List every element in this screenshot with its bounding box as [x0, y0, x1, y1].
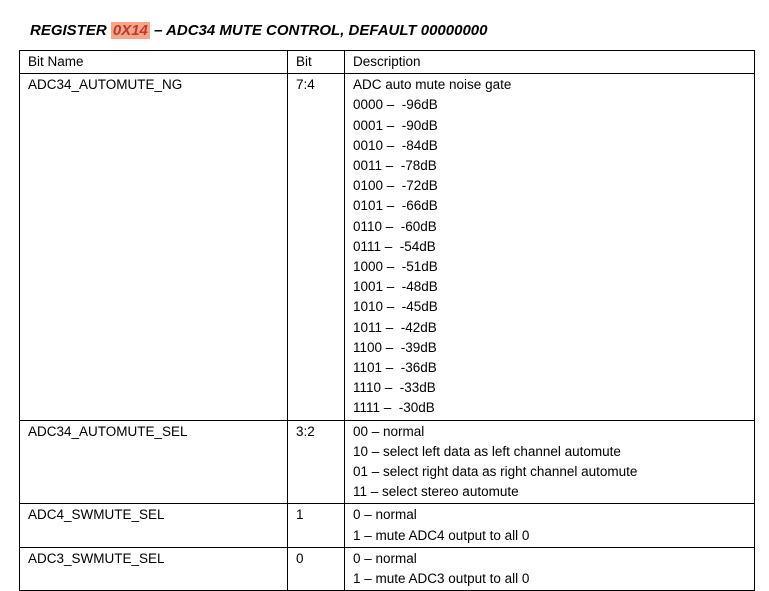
description-line: ADC auto mute noise gate: [353, 77, 512, 93]
header-description: Description: [345, 51, 755, 74]
description-line: 0010 – -84dB: [353, 137, 438, 153]
description-cell: [345, 547, 755, 590]
bit-cell: 3:2: [288, 420, 345, 504]
register-title-suffix: – ADC34 MUTE CONTROL, DEFAULT 00000000: [149, 22, 488, 39]
table-header-row: [20, 51, 755, 74]
description-line: 0101 – -66dB: [353, 198, 438, 214]
description-line: 1010 – -45dB: [353, 299, 438, 315]
description-line: 1110 – -33dB: [353, 380, 436, 396]
description-cell: [345, 74, 755, 420]
description-line: 0 – normal: [353, 550, 417, 566]
bit-cell: 1: [288, 504, 345, 547]
table-row: [20, 420, 755, 504]
header-bit: Bit: [288, 51, 345, 74]
header-bit-name: Bit Name: [20, 51, 288, 74]
bit-name-cell: ADC34_AUTOMUTE_SEL: [20, 420, 288, 504]
description-line: 1 – mute ADC3 output to all 0: [353, 571, 530, 587]
table-row: [20, 74, 755, 420]
register-table: [19, 50, 755, 591]
description-line: 0011 – -78dB: [353, 158, 437, 174]
bit-cell: 0: [288, 547, 345, 590]
bit-name-cell: ADC4_SWMUTE_SEL: [20, 504, 288, 547]
description-line: 10 – select left data as left channel automute: [353, 443, 621, 459]
description-line: 0111 – -54dB: [353, 238, 436, 254]
description-line: 00 – normal: [353, 423, 425, 439]
bit-name-cell: ADC3_SWMUTE_SEL: [20, 547, 288, 590]
description-line: 0100 – -72dB: [353, 178, 438, 194]
description-line: 0000 – -96dB: [353, 97, 438, 113]
description-line: 1111 – -30dB: [353, 400, 435, 416]
description-line: 1101 – -36dB: [353, 360, 437, 376]
bit-name-cell: ADC34_AUTOMUTE_NG: [20, 74, 288, 420]
description-line: 0 – normal: [353, 507, 417, 523]
description-line: 1 – mute ADC4 output to all 0: [353, 527, 530, 543]
table-row: [20, 547, 755, 590]
description-line: 1000 – -51dB: [353, 259, 438, 275]
description-cell: [345, 420, 755, 504]
description-line: 1001 – -48dB: [353, 279, 438, 295]
table-row: [20, 504, 755, 547]
description-line: 0110 – -60dB: [353, 218, 437, 234]
register-title-prefix: REGISTER: [30, 22, 111, 39]
register-title: [30, 21, 488, 41]
description-line: 1011 – -42dB: [353, 319, 437, 335]
description-line: 1100 – -39dB: [353, 339, 437, 355]
bit-cell: 7:4: [288, 74, 345, 420]
register-address-highlight: 0X14: [112, 22, 148, 39]
description-line: 11 – select stereo automute: [353, 484, 519, 500]
description-cell: [345, 504, 755, 547]
description-line: 0001 – -90dB: [353, 117, 438, 133]
description-line: 01 – select right data as right channel automute: [353, 464, 638, 480]
